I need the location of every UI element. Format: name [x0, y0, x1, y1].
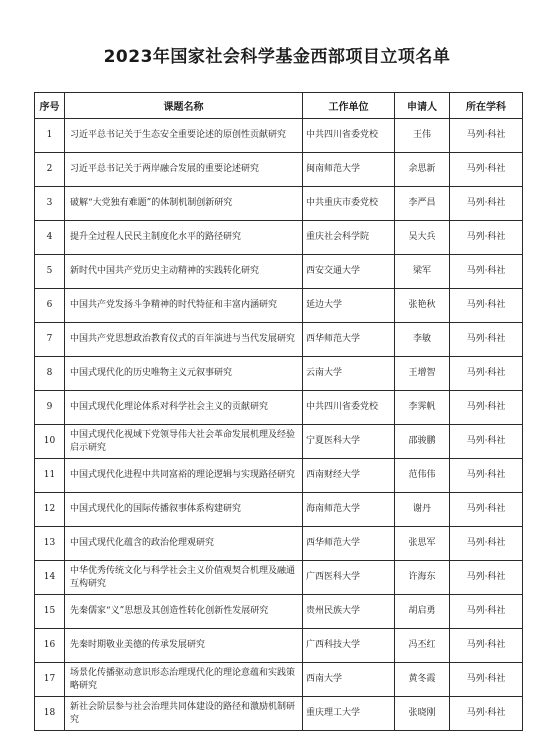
- cell-no: 5: [35, 255, 65, 289]
- cell-unit: 西南大学: [303, 663, 395, 697]
- cell-subject: 马列·科社: [450, 153, 523, 187]
- cell-applicant: 吴大兵: [395, 221, 450, 255]
- table-row: [35, 119, 523, 153]
- cell-applicant: 胡启勇: [395, 595, 450, 629]
- table-row: [35, 629, 523, 663]
- cell-topic: 中国式现代化蕴含的政治伦理观研究: [65, 527, 303, 561]
- cell-no: 10: [35, 425, 65, 459]
- cell-no: 4: [35, 221, 65, 255]
- cell-subject: 马列·科社: [450, 289, 523, 323]
- page-title: 2023年国家社会科学基金西部项目立项名单: [103, 47, 451, 67]
- cell-no: 2: [35, 153, 65, 187]
- table-row: [35, 187, 523, 221]
- cell-unit: 西安交通大学: [303, 255, 395, 289]
- cell-subject: 马列·科社: [450, 221, 523, 255]
- cell-unit: 广西医科大学: [303, 561, 395, 595]
- cell-no: 3: [35, 187, 65, 221]
- cell-unit: 西华师范大学: [303, 323, 395, 357]
- cell-unit: 闽南师范大学: [303, 153, 395, 187]
- cell-applicant: 梁军: [395, 255, 450, 289]
- cell-subject: 马列·科社: [450, 595, 523, 629]
- cell-topic: 中国式现代化理论体系对科学社会主义的贡献研究: [65, 391, 303, 425]
- cell-unit: 西南财经大学: [303, 459, 395, 493]
- cell-subject: 马列·科社: [450, 187, 523, 221]
- cell-unit: 宁夏医科大学: [303, 425, 395, 459]
- table-row: [35, 357, 523, 391]
- table-header-row: [35, 93, 523, 119]
- cell-topic: 中国共产党思想政治教育仪式的百年演进与当代发展研究: [65, 323, 303, 357]
- cell-applicant: 张艳秋: [395, 289, 450, 323]
- cell-unit: 贵州民族大学: [303, 595, 395, 629]
- cell-no: 12: [35, 493, 65, 527]
- cell-topic: 中国式现代化进程中共同富裕的理论逻辑与实现路径研究: [65, 459, 303, 493]
- cell-topic: 习近平总书记关于两岸融合发展的重要论述研究: [65, 153, 303, 187]
- cell-applicant: 王增智: [395, 357, 450, 391]
- table-row: [35, 289, 523, 323]
- cell-topic: 中国式现代化视域下党领导伟大社会革命发展机理及经验启示研究: [65, 425, 303, 459]
- cell-no: 9: [35, 391, 65, 425]
- cell-subject: 马列·科社: [450, 357, 523, 391]
- cell-applicant: 黄冬霞: [395, 663, 450, 697]
- table-row: [35, 663, 523, 697]
- table-row: [35, 323, 523, 357]
- cell-no: 11: [35, 459, 65, 493]
- cell-topic: 场景化传播驱动意识形态治理现代化的理论意蕴和实践策略研究: [65, 663, 303, 697]
- cell-applicant: 余思新: [395, 153, 450, 187]
- cell-no: 1: [35, 119, 65, 153]
- cell-subject: 马列·科社: [450, 391, 523, 425]
- cell-topic: 中华优秀传统文化与科学社会主义价值观契合机理及融通互构研究: [65, 561, 303, 595]
- cell-topic: 中国共产党发扬斗争精神的时代特征和丰富内涵研究: [65, 289, 303, 323]
- cell-applicant: 张思军: [395, 527, 450, 561]
- cell-topic: 中国式现代化的历史唯物主义元叙事研究: [65, 357, 303, 391]
- cell-no: 8: [35, 357, 65, 391]
- cell-applicant: 范伟伟: [395, 459, 450, 493]
- cell-unit: 广西科技大学: [303, 629, 395, 663]
- cell-no: 6: [35, 289, 65, 323]
- cell-topic: 习近平总书记关于生态安全重要论述的原创性贡献研究: [65, 119, 303, 153]
- header-applicant: 申请人: [395, 93, 450, 119]
- table-row: [35, 595, 523, 629]
- cell-unit: 重庆社会科学院: [303, 221, 395, 255]
- table-row: [35, 255, 523, 289]
- cell-subject: 马列·科社: [450, 697, 523, 731]
- cell-topic: 提升全过程人民民主制度化水平的路径研究: [65, 221, 303, 255]
- cell-no: 18: [35, 697, 65, 731]
- cell-subject: 马列·科社: [450, 663, 523, 697]
- cell-no: 7: [35, 323, 65, 357]
- cell-unit: 西华师范大学: [303, 527, 395, 561]
- cell-applicant: 冯丕红: [395, 629, 450, 663]
- table-row: [35, 153, 523, 187]
- cell-applicant: 王伟: [395, 119, 450, 153]
- header-subject: 所在学科: [450, 93, 523, 119]
- table-row: [35, 493, 523, 527]
- table-row: [35, 221, 523, 255]
- cell-subject: 马列·科社: [450, 323, 523, 357]
- cell-topic: 新社会阶层参与社会治理共同体建设的路径和激励机制研究: [65, 697, 303, 731]
- table-row: [35, 697, 523, 731]
- header-unit: 工作单位: [303, 93, 395, 119]
- table-row: [35, 561, 523, 595]
- header-topic: 课题名称: [65, 93, 303, 119]
- cell-applicant: 许海东: [395, 561, 450, 595]
- cell-unit: 海南师范大学: [303, 493, 395, 527]
- cell-unit: 云南大学: [303, 357, 395, 391]
- project-table: [34, 92, 523, 731]
- cell-subject: 马列·科社: [450, 425, 523, 459]
- cell-unit: 中共四川省委党校: [303, 119, 395, 153]
- cell-subject: 马列·科社: [450, 527, 523, 561]
- cell-subject: 马列·科社: [450, 459, 523, 493]
- cell-topic: 先秦时期敬业美德的传承发展研究: [65, 629, 303, 663]
- table-row: [35, 391, 523, 425]
- cell-applicant: 张晓刚: [395, 697, 450, 731]
- cell-no: 16: [35, 629, 65, 663]
- project-table-container: [34, 92, 522, 731]
- cell-applicant: 李霁帆: [395, 391, 450, 425]
- cell-subject: 马列·科社: [450, 629, 523, 663]
- cell-topic: 中国式现代化的国际传播叙事体系构建研究: [65, 493, 303, 527]
- cell-topic: 破解“大党独有难题”的体制机制创新研究: [65, 187, 303, 221]
- cell-subject: 马列·科社: [450, 493, 523, 527]
- table-body: [35, 119, 523, 731]
- cell-no: 14: [35, 561, 65, 595]
- cell-topic: 新时代中国共产党历史主动精神的实践转化研究: [65, 255, 303, 289]
- cell-no: 17: [35, 663, 65, 697]
- cell-unit: 延边大学: [303, 289, 395, 323]
- table-row: [35, 527, 523, 561]
- header-no: 序号: [35, 93, 65, 119]
- cell-unit: 中共重庆市委党校: [303, 187, 395, 221]
- cell-unit: 中共四川省委党校: [303, 391, 395, 425]
- cell-subject: 马列·科社: [450, 119, 523, 153]
- cell-applicant: 李敏: [395, 323, 450, 357]
- cell-unit: 重庆理工大学: [303, 697, 395, 731]
- table-row: [35, 425, 523, 459]
- cell-applicant: 邵骏鹏: [395, 425, 450, 459]
- table-row: [35, 459, 523, 493]
- cell-applicant: 李严昌: [395, 187, 450, 221]
- cell-applicant: 谢丹: [395, 493, 450, 527]
- cell-subject: 马列·科社: [450, 255, 523, 289]
- cell-no: 13: [35, 527, 65, 561]
- cell-no: 15: [35, 595, 65, 629]
- cell-subject: 马列·科社: [450, 561, 523, 595]
- cell-topic: 先秦儒家“义”思想及其创造性转化创新性发展研究: [65, 595, 303, 629]
